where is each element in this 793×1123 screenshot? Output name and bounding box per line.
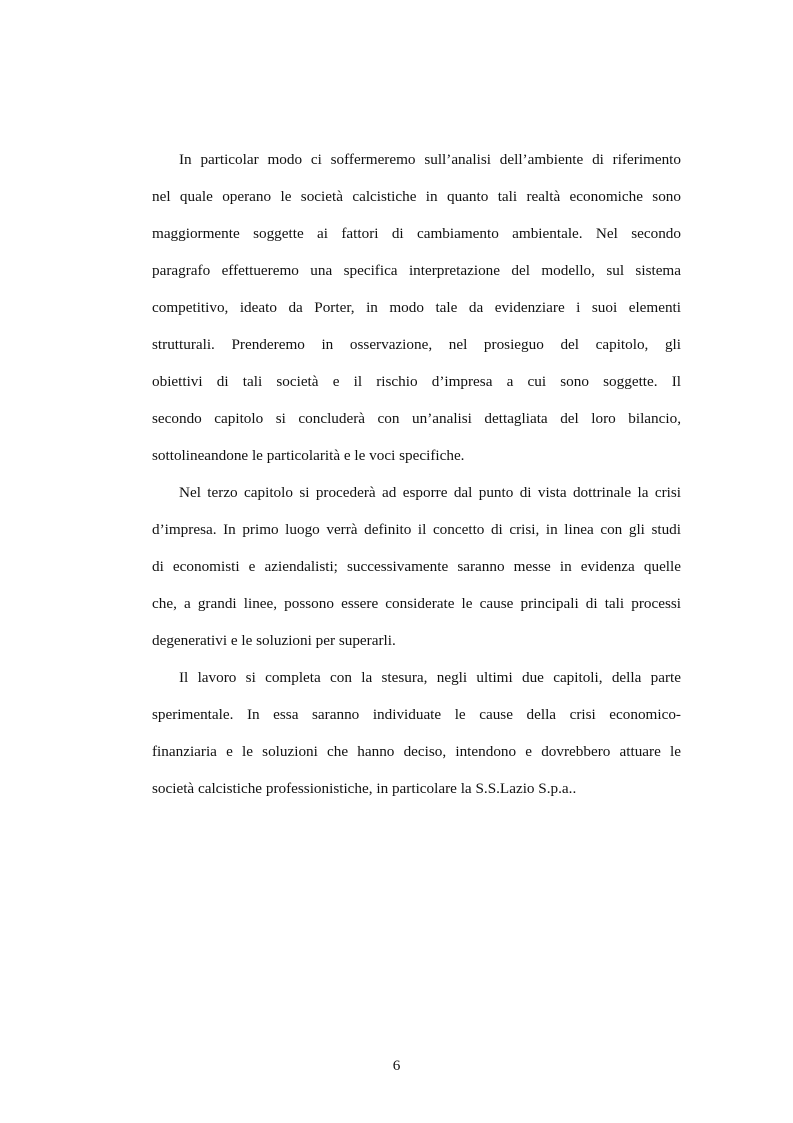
text-line: società calcistiche professionistiche, in particolare la S.S.Lazio S.p.a.. xyxy=(152,780,577,797)
text-line: finanziaria e le soluzioni che hanno deciso, intendono e dovrebbero attuare le xyxy=(152,743,681,760)
text-line: In particolar modo ci soffermeremo sull’analisi dell’ambiente di riferimento xyxy=(179,151,681,168)
body-text xyxy=(152,148,681,814)
text-line: sottolineandone le particolarità e le voci specifiche. xyxy=(152,447,465,464)
page-number: 6 xyxy=(392,1057,401,1074)
text-line: paragrafo effettueremo una specifica interpretazione del modello, sul sistema xyxy=(152,262,681,279)
text-line: strutturali. Prenderemo in osservazione, nel prosieguo del capitolo, gli xyxy=(152,336,681,353)
text-line: che, a grandi linee, possono essere considerate le cause principali di tali processi xyxy=(152,595,681,612)
text-line: sperimentale. In essa saranno individuate le cause della crisi economico- xyxy=(152,706,681,723)
paragraph-1 xyxy=(152,148,681,481)
paragraph-3 xyxy=(152,666,681,814)
text-line: nel quale operano le società calcistiche in quanto tali realtà economiche sono xyxy=(152,188,681,205)
text-line: competitivo, ideato da Porter, in modo tale da evidenziare i suoi elementi xyxy=(152,299,681,316)
paragraph-2 xyxy=(152,481,681,666)
text-line: d’impresa. In primo luogo verrà definito il concetto di crisi, in linea con gli studi xyxy=(152,521,681,538)
text-line: di economisti e aziendalisti; successivamente saranno messe in evidenza quelle xyxy=(152,558,681,575)
text-line: degenerativi e le soluzioni per superarli. xyxy=(152,632,396,649)
text-line: secondo capitolo si concluderà con un’analisi dettagliata del loro bilancio, xyxy=(152,410,681,427)
text-line: maggiormente soggette ai fattori di cambiamento ambientale. Nel secondo xyxy=(152,225,681,242)
text-line: Il lavoro si completa con la stesura, negli ultimi due capitoli, della parte xyxy=(179,669,681,686)
text-line: obiettivi di tali società e il rischio d’impresa a cui sono soggette. Il xyxy=(152,373,681,390)
text-line: Nel terzo capitolo si procederà ad esporre dal punto di vista dottrinale la crisi xyxy=(179,484,681,501)
